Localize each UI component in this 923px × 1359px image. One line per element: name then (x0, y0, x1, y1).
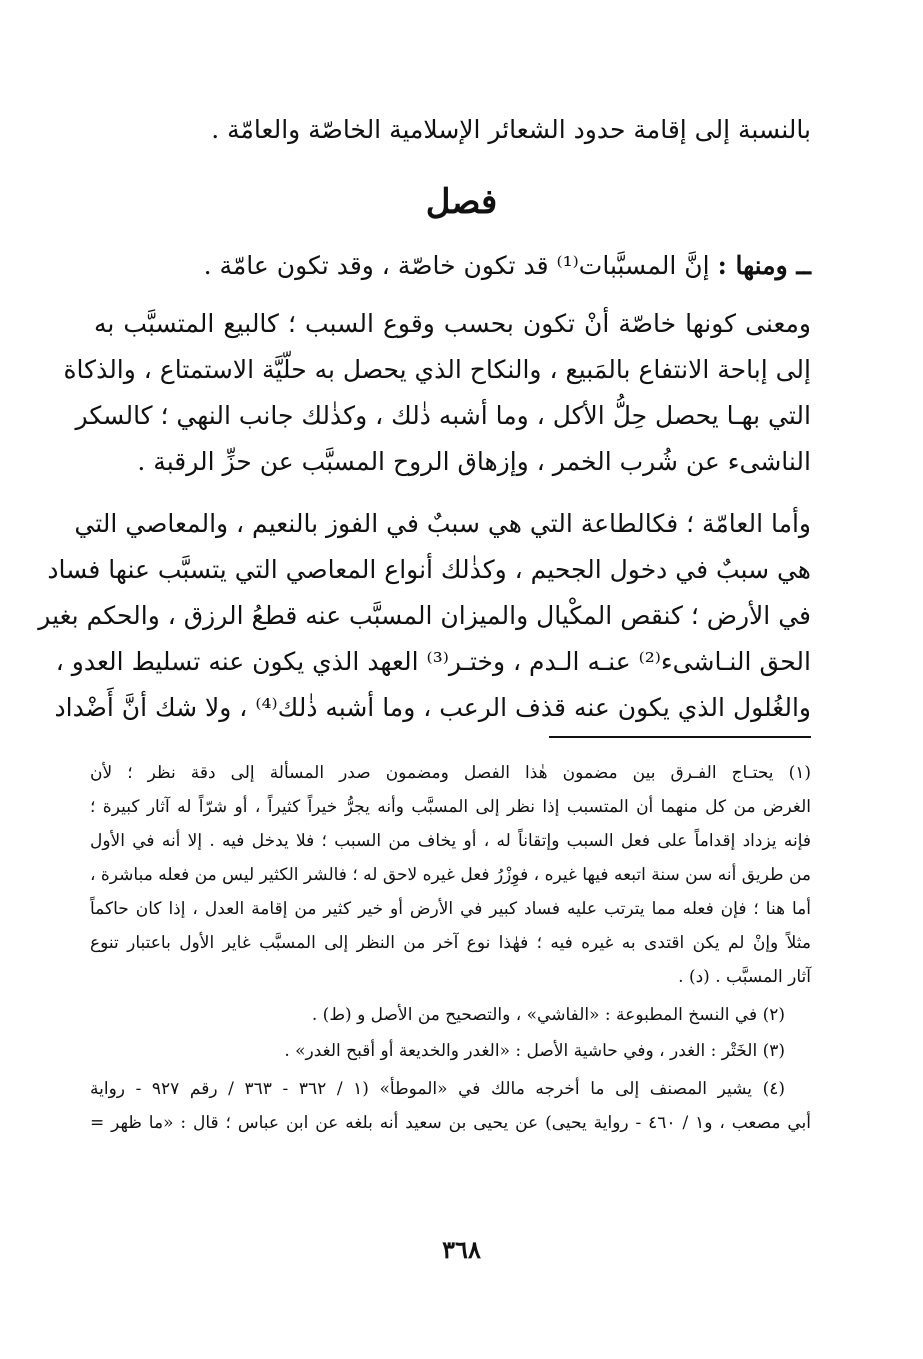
footnote-1-line: مثلاً وإنْ لم يكن اقتدى به غيره فيه ؛ فهٰذا نوع آخر من النظر إلى المسبَّب غاير الأول باعتبار تنوع (90, 933, 811, 953)
section-lead (204, 246, 811, 286)
para1-line: إلى إباحة الانتفاع بالمَبيع ، والنكاح الذي يحصل به حلّيَّة الاستمتاع ، والذكاة (63, 355, 811, 384)
footnote-3: (٣) الخَتْر : الغدر ، وفي حاشية الأصل : «الغدر والخديعة أو أقبح الغدر» . (284, 1041, 785, 1061)
para1-line: التي بهـا يحصل حِلُّ الأكل ، وما أشبه ذٰلك ، وكذٰلك جانب النهي ؛ كالسكر (75, 401, 811, 430)
footnote-1-line: الغرض من كل منهما أن المتسبب إذا نظر إلى المسبَّب وأنه يجرُّ خيراً كثيراً ، أو شرّاً له آثار كبيرة ؛ (90, 797, 811, 817)
para2-line: والغُلول الذي يكون عنه قذف الرعب ، وما أشبه ذٰلك⁽⁴⁾ ، ولا شك أنَّ أَضْداد (54, 693, 811, 722)
para2-line: وأما العامّة ؛ فكالطاعة التي هي سببٌ في الفوز بالنعيم ، والمعاصي التي (74, 509, 811, 538)
para2-line: هي سببٌ في دخول الجحيم ، وكذٰلك أنواع المعاصي التي يتسبَّب عنها فساد (47, 555, 811, 584)
intro-line: بالنسبة إلى إقامة حدود الشعائر الإسلامية الخاصّة والعامّة . (211, 115, 811, 144)
footnote-separator (549, 736, 811, 738)
section-lead-bold: ــ ومنها : (717, 251, 811, 280)
footnote-1-line: (١) يحتـاج الفـرق بين مضمون هٰذا الفصل ومضمون صدر المسألة إلى دقة نظر ؛ لأن (90, 763, 811, 783)
footnote-4-line: (٤) يشير المصنف إلى ما أخرجه مالك في «الموطأ» (١ / ٣٦٢ - ٣٦٣ / رقم ٩٢٧ - رواية (90, 1079, 785, 1099)
footnote-1-line: آثار المسبَّب . (د) . (678, 967, 811, 987)
section-lead-text: إنَّ المسبَّبات⁽¹⁾ قد تكون خاصّة ، وقد تكون عامّة . (203, 251, 718, 280)
para1-line: الناشىء عن شُرب الخمر ، وإزهاق الروح المسبَّب عن حزِّ الرقبة . (137, 447, 811, 476)
footnote-4-line: أبي مصعب ، و١ / ٤٦٠ - رواية يحيى) عن يحيى بن سعيد أنه بلغه عن ابن عباس ؛ قال : «ما ظهر = (90, 1113, 812, 1133)
footnote-1-line: أما هنا ؛ فإن فعله مما يترتب عليه فساد كبير في الأرض أو خير كثير من إقامة العدل ، إذا كان حاكماً (90, 899, 811, 919)
footnote-2: (٢) في النسخ المطبوعة : «الفاشي» ، والتصحيح من الأصل و (ط) . (311, 1005, 785, 1025)
footnote-1-line: فإنه يزداد إقداماً على فعل السبب وإتقاناً له ، أو يخاف من السبب ؛ فلا يدخل فيه . إلا أنه في الأول (90, 831, 811, 851)
page-number: ٣٦٨ (442, 1235, 481, 1264)
footnote-1-line: من طريق أنه سن سنة اتبعه فيها غيره ، فوِزْرُ فعل غيره لاحق له ؛ فالشر الكثير ليس من فعله مباشرة ، (90, 865, 811, 885)
para2-line: في الأرض ؛ كنقص المكْيال والميزان المسبَّب عنه قطعُ الرزق ، والحكم بغير (38, 601, 811, 630)
section-heading: فصل (425, 182, 498, 222)
para2-line: الحق النـاشىء⁽²⁾ عنـه الـدم ، وختـر⁽³⁾ العهد الذي يكون عنه تسليط العدو ، (55, 647, 811, 676)
para1-line: ومعنى كونها خاصّة أنْ تكون بحسب وقوع السبب ؛ كالبيع المتسبَّب به (94, 309, 811, 338)
